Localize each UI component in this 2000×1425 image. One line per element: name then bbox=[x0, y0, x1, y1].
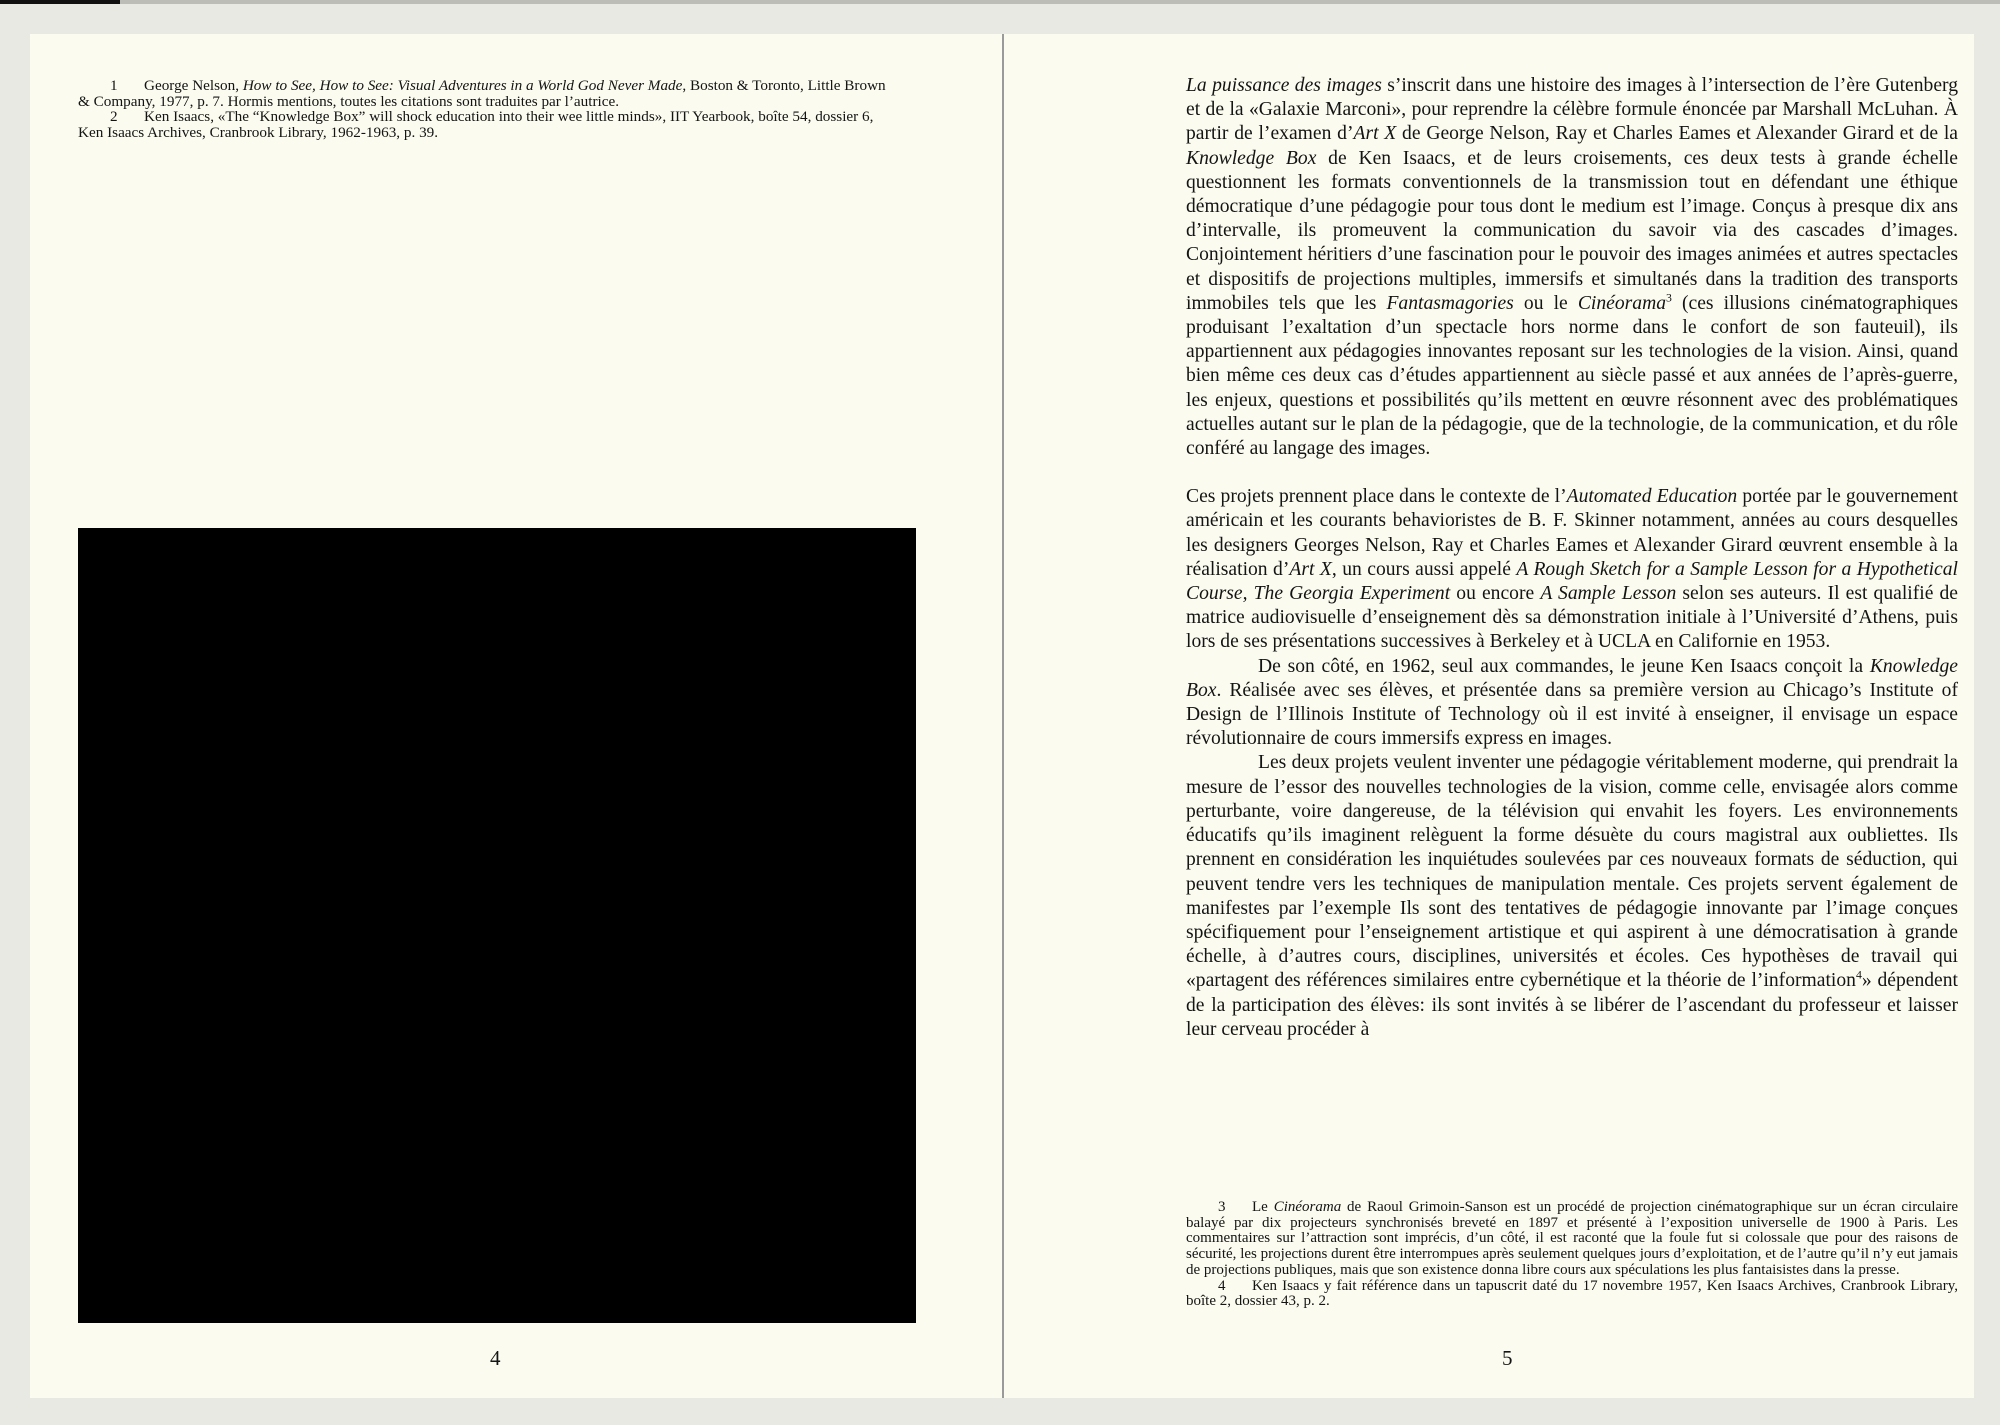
footnote-ref-4[interactable]: 4 bbox=[1855, 968, 1862, 982]
window-top-edge bbox=[0, 0, 2000, 4]
footnote-3: 3 Le Cinéorama de Raoul Grimoin-Sanson est un procédé de projection cinématographique sur un écran circulaire balayé par dix projecteurs synchronisés breveté en 1897 et présenté à l’exposition universelle de 1900 à Paris. Les commentaires sur l’attraction sont imprécis, d’un côté, il est raconté que la foule fut si colossale que pour des raisons de sécurité, les projections durent être interrompues après seulement quelques jours d’exploitation, et de l’autre qu’il n’y eut jamais de projections publiques, mais que son existence donna libre cours aux spéculations les plus fantaisistes dans la presse. bbox=[1186, 1199, 1958, 1278]
book-spread bbox=[30, 34, 1974, 1398]
footnotes-right bbox=[1186, 1200, 1958, 1310]
paragraph-1: La puissance des images s’inscrit dans une histoire des images à l’intersection de l’ère Gutenberg et de la «Galaxie Marconi», pour reprendre la célèbre formule énoncée par Marshall McLuhan. À partir de l’examen d’Art X de George Nelson, Ray et Charles Eames et Alexander Girard et de la Knowledge Box de Ken Isaacs, et de leurs croisements, ces deux tests à grande échelle questionnent les formats conventionnels de la transmission tout en défendant une éthique démocratique d’une pédagogie pour tous dont le medium est l’image. Conçus à presque dix ans d’intervalle, ils promeuvent la communication du savoir via des cascades d’images. Conjointement héritiers d’une fascination pour le pouvoir des images animées et autres spectacles et dispositifs de projections multiples, immersifs et simultanés dans la tradition des transports immobiles tels que les Fantasmagories ou le Cinéorama$^3$ (ces illusions cinématographiques produisant l’exaltation d’un spectacle hors norme dans le confort de son fauteuil), ils appartiennent aux pédagogies innovantes reposant sur les technologies de la vision. Ainsi, quand bien même ces deux cas d’études appartiennent au siècle passé et aux années de l’après-guerre, les enjeux, questions et possibilités qu’ils mettent en œuvre résonnent avec des problématiques actuelles autant sur le plan de la pédagogie, que de la technologie, de la communication, et du rôle conféré au langage des images. bbox=[1186, 75, 1958, 460]
paragraph-2: Ces projets prennent place dans le contexte de l’Automated Education portée par le gouvernement américain et les courants behavioristes de B. F. Skinner notamment, années au cours desquelles les designers Georges Nelson, Ray et Charles Eames et Alexander Girard œuvrent ensemble à la réalisation d’Art X, un cours aussi appelé A Rough Sketch for a Sample Lesson for a Hypothetical Course, The Georgia Experiment ou encore A Sample Lesson selon ses auteurs. Il est qualifié de matrice audiovisuelle d’enseignement dès sa démonstration initiale à l’Université d’Athens, puis lors de ses présentations successives à Berkeley et à UCLA en Californie en 1953. bbox=[1186, 486, 1959, 653]
page-number-right: 5 bbox=[1502, 1346, 1513, 1370]
page-gutter bbox=[1002, 34, 1004, 1398]
page-number-left: 4 bbox=[490, 1346, 501, 1370]
paragraph-4: Les deux projets veulent inventer une pédagogie véritablement moderne, qui prendrait la mesure de l’essor des nouvelles technologies de la vision, comme celle, envisagée alors comme perturbante, voire dangereuse, de la télévision qui envahit les foyers. Les environnements éducatifs qu’ils imaginent relèguent la forme désuète du cours magistral aux oubliettes. Ils prennent en considération les inquiétudes soulevées par ces nouveaux formats de séduction, qui peuvent tendre vers les techniques de manipulation mentale. Ces projets servent également de manifestes par l’exemple Ils sont des tentatives de pédagogie innovante par l’image conçues spécifiquement pour l’enseignement artistique et qui aspirent à une démocratisation à grande échelle, à d’autres cours, disciplines, universités et écoles. Ces hypothèses de travail qui «partagent des références similaires entre cybernétique et la théorie de l’information$^4$» dépendent de la participation des élèves: ils sont invités à se libérer de l’ascendant du professeur et laisser leur cerveau procéder à bbox=[1186, 752, 1958, 1040]
window-top-edge-dark bbox=[0, 0, 120, 4]
footnotes-left bbox=[78, 78, 890, 140]
footnote-4: 4 Ken Isaacs y fait référence dans un tapuscrit daté du 17 novembre 1957, Ken Isaacs Archives, Cranbrook Library, boîte 2, dossier 43, p. 2. bbox=[1186, 1277, 1958, 1310]
footnote-ref-3[interactable]: 3 bbox=[1666, 291, 1672, 305]
footnote-1: 1 George Nelson, How to See, How to See: Visual Adventures in a World God Never Made, Boston & Toronto, Little Brown & Company, 1977, p. 7. Hormis mentions, toutes les citations sont traduites par l’autrice. bbox=[78, 77, 886, 110]
body-text bbox=[1186, 74, 1958, 1042]
black-image-placeholder bbox=[78, 528, 916, 1323]
paragraph-3: De son côté, en 1962, seul aux commandes, le jeune Ken Isaacs conçoit la Knowledge Box. Réalisée avec ses élèves, et présentée dans sa première version au Chicago’s Institute of Design de l’Illinois Institute of Technology où il est invité à enseigner, il envisage un espace révolutionnaire de cours immersifs express en images. bbox=[1186, 655, 1958, 750]
footnote-2: 2 Ken Isaacs, «The “Knowledge Box” will shock education into their wee little minds», IIT Yearbook, boîte 54, dossier 6, Ken Isaacs Archives, Cranbrook Library, 1962-1963, p. 39. bbox=[78, 108, 874, 141]
